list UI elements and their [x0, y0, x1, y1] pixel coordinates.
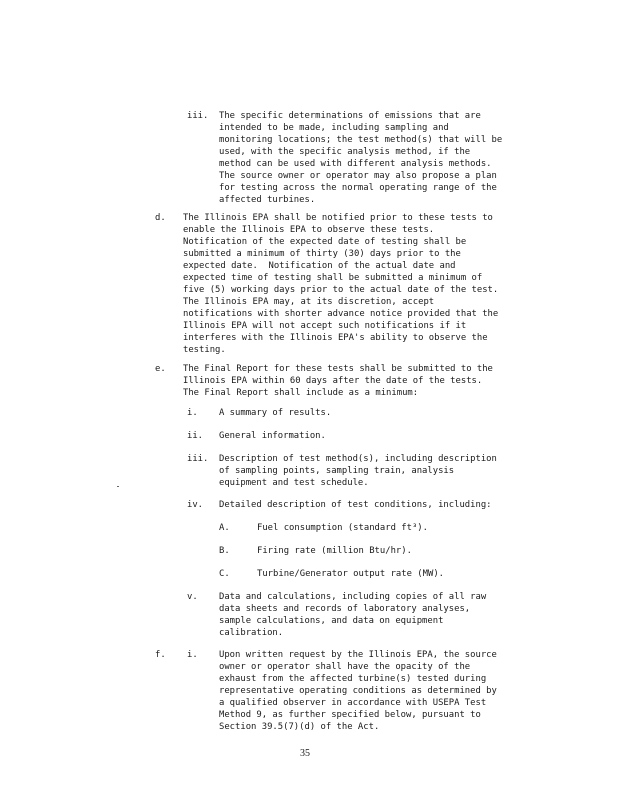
item-marker: v. [187, 592, 198, 602]
text-line: exhaust from the affected turbine(s) tested during [219, 674, 487, 684]
text-line: for testing across the normal operating range of the [219, 183, 497, 193]
text-line: Fuel consumption (standard ft³). [257, 523, 428, 533]
text-line: representative operating conditions as determined by [219, 686, 497, 696]
text-line: A summary of results. [219, 408, 332, 418]
text-line: intended to be made, including sampling and [219, 123, 449, 133]
text-line: Firing rate (million Btu/hr). [257, 546, 412, 556]
text-line: expected date. Notification of the actual date and [183, 261, 456, 271]
subitem-marker: C. [219, 569, 230, 579]
text-line: Detailed description of test conditions, including: [219, 500, 492, 510]
text-line: Notification of the expected date of testing shall be [183, 237, 467, 247]
item-marker: ii. [187, 431, 204, 441]
scan-speck [117, 486, 119, 487]
item-marker: iii. [187, 111, 209, 121]
text-line: notifications with shorter advance notice provided that the [183, 309, 499, 319]
text-line: expected time of testing shall be submitted a minimum of [183, 273, 483, 283]
item-marker: iii. [187, 454, 209, 464]
text-line: The Final Report for these tests shall be submitted to the [183, 364, 493, 374]
text-line: used, with the specific analysis method, if the [219, 147, 471, 157]
text-line: Description of test method(s), including description [219, 454, 497, 464]
text-line: The source owner or operator may also propose a plan [219, 171, 497, 181]
text-line: calibration. [219, 628, 284, 638]
text-line: owner or operator shall have the opacity of the [219, 662, 471, 672]
text-line: Data and calculations, including copies of all raw [219, 592, 487, 602]
text-line: a qualified observer in accordance with USEPA Test [219, 698, 487, 708]
text-line: affected turbines. [219, 195, 316, 205]
text-line: equipment and test schedule. [219, 478, 369, 488]
subitem-marker: A. [219, 523, 230, 533]
text-line: Method 9, as further specified below, pursuant to [219, 710, 481, 720]
text-line: testing. [183, 345, 226, 355]
text-line: enable the Illinois EPA to observe these tests. [183, 225, 435, 235]
item-marker: i. [187, 408, 198, 418]
text-line: Turbine/Generator output rate (MW). [257, 569, 445, 579]
subitem-marker: B. [219, 546, 230, 556]
section-marker: e. [155, 364, 166, 374]
text-line: data sheets and records of laboratory analyses, [219, 604, 471, 614]
item-marker: iv. [187, 500, 204, 510]
section-marker: f. [155, 650, 166, 660]
text-line: The Illinois EPA may, at its discretion, accept [183, 297, 435, 307]
text-line: five (5) working days prior to the actual date of the test. [183, 285, 499, 295]
text-line: The Final Report shall include as a minimum: [183, 388, 419, 398]
text-line: method can be used with different analysis methods. [219, 159, 492, 169]
text-line: of sampling points, sampling train, analysis [219, 466, 455, 476]
text-line: interferes with the Illinois EPA's ability to observe the [183, 333, 488, 343]
item-marker: i. [187, 650, 198, 660]
text-line: General information. [219, 431, 326, 441]
text-line: Upon written request by the Illinois EPA, the source [219, 650, 497, 660]
text-line: submitted a minimum of thirty (30) days prior to the [183, 249, 461, 259]
text-line: The Illinois EPA shall be notified prior to these tests to [183, 213, 493, 223]
text-line: Illinois EPA will not accept such notifications if it [183, 321, 467, 331]
text-line: Section 39.5(7)(d) of the Act. [219, 722, 380, 732]
text-line: monitoring locations; the test method(s) that will be [219, 135, 503, 145]
section-marker: d. [155, 213, 166, 223]
text-line: The specific determinations of emissions that are [219, 111, 481, 121]
page-number: 35 [300, 748, 310, 759]
text-line: Illinois EPA within 60 days after the date of the tests. [183, 376, 483, 386]
text-line: sample calculations, and data on equipment [219, 616, 444, 626]
